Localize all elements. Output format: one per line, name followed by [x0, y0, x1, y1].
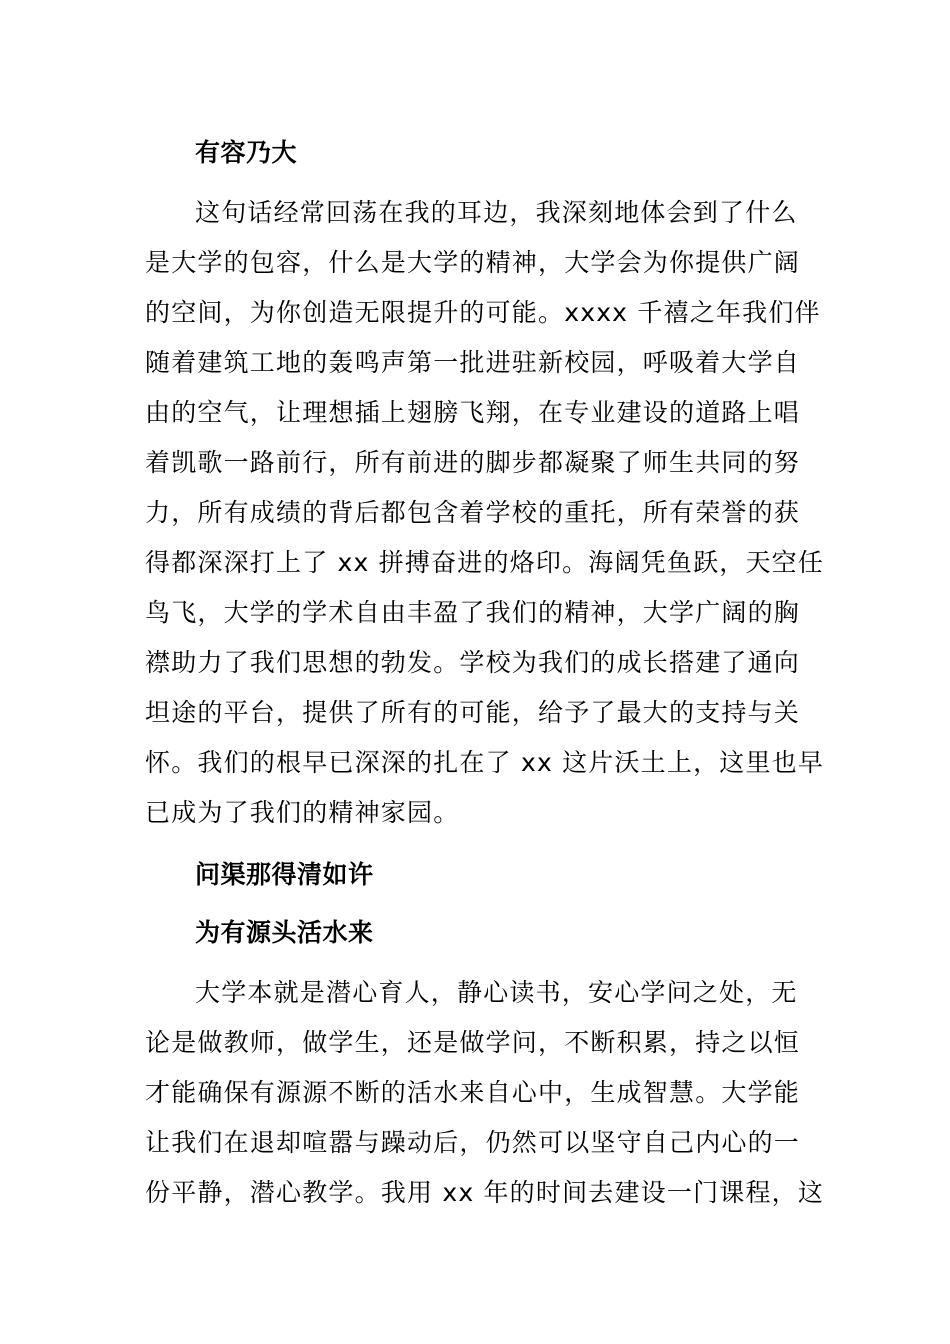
document-page — [145, 128, 825, 1218]
paragraph-line: 得都深深打上了 xx 拼搏奋进的烙印。海阔凭鱼跃，天空任 — [145, 548, 825, 577]
paragraph-line: 由的空气，让理想插上翅膀飞翔，在专业建设的道路上唱 — [145, 398, 801, 427]
paragraph-2 — [145, 968, 825, 1218]
paragraph-line: 是大学的包容，什么是大学的精神，大学会为你提供广阔 — [145, 248, 801, 277]
paragraph-line: 怀。我们的根早已深深的扎在了 xx 这片沃土上，这里也早 — [145, 748, 825, 777]
paragraph-line: 着凯歌一路前行，所有前进的脚步都凝聚了师生共同的努 — [145, 448, 801, 477]
paragraph-line: 的空间，为你创造无限提升的可能。xxxx 千禧之年我们伴 — [145, 298, 821, 327]
paragraph-line: 这句话经常回荡在我的耳边，我深刻地体会到了什么 — [195, 198, 798, 227]
section-heading-wen-qu: 问渠那得清如许 — [195, 860, 374, 889]
paragraph-line: 襟助力了我们思想的勃发。学校为我们的成长搭建了通向 — [145, 648, 801, 677]
paragraph-line: 让我们在退却喧嚣与躁动后，仍然可以坚守自己内心的一 — [145, 1128, 801, 1157]
paragraph-line: 大学本就是潜心育人，静心读书，安心学问之处，无 — [195, 978, 798, 1007]
paragraph-line: 份平静，潜心教学。我用 xx 年的时间去建设一门课程，这 — [145, 1178, 825, 1207]
section-heading-you-rong-nai-da: 有容乃大 — [195, 138, 298, 167]
paragraph-1 — [145, 188, 825, 838]
paragraph-line: 力，所有成绩的背后都包含着学校的重托，所有荣誉的获 — [145, 498, 801, 527]
paragraph-line: 随着建筑工地的轰鸣声第一批进驻新校园，呼吸着大学自 — [145, 348, 801, 377]
paragraph-line: 坦途的平台，提供了所有的可能，给予了最大的支持与关 — [145, 698, 801, 727]
paragraph-line: 才能确保有源源不断的活水来自心中，生成智慧。大学能 — [145, 1078, 801, 1107]
paragraph-line: 论是做教师，做学生，还是做学问，不断积累，持之以恒 — [145, 1028, 801, 1057]
paragraph-line: 已成为了我们的精神家园。 — [145, 798, 460, 827]
paragraph-line: 鸟飞，大学的学术自由丰盈了我们的精神，大学广阔的胸 — [145, 598, 801, 627]
section-heading-wei-you-yuan-tou: 为有源头活水来 — [195, 918, 374, 947]
